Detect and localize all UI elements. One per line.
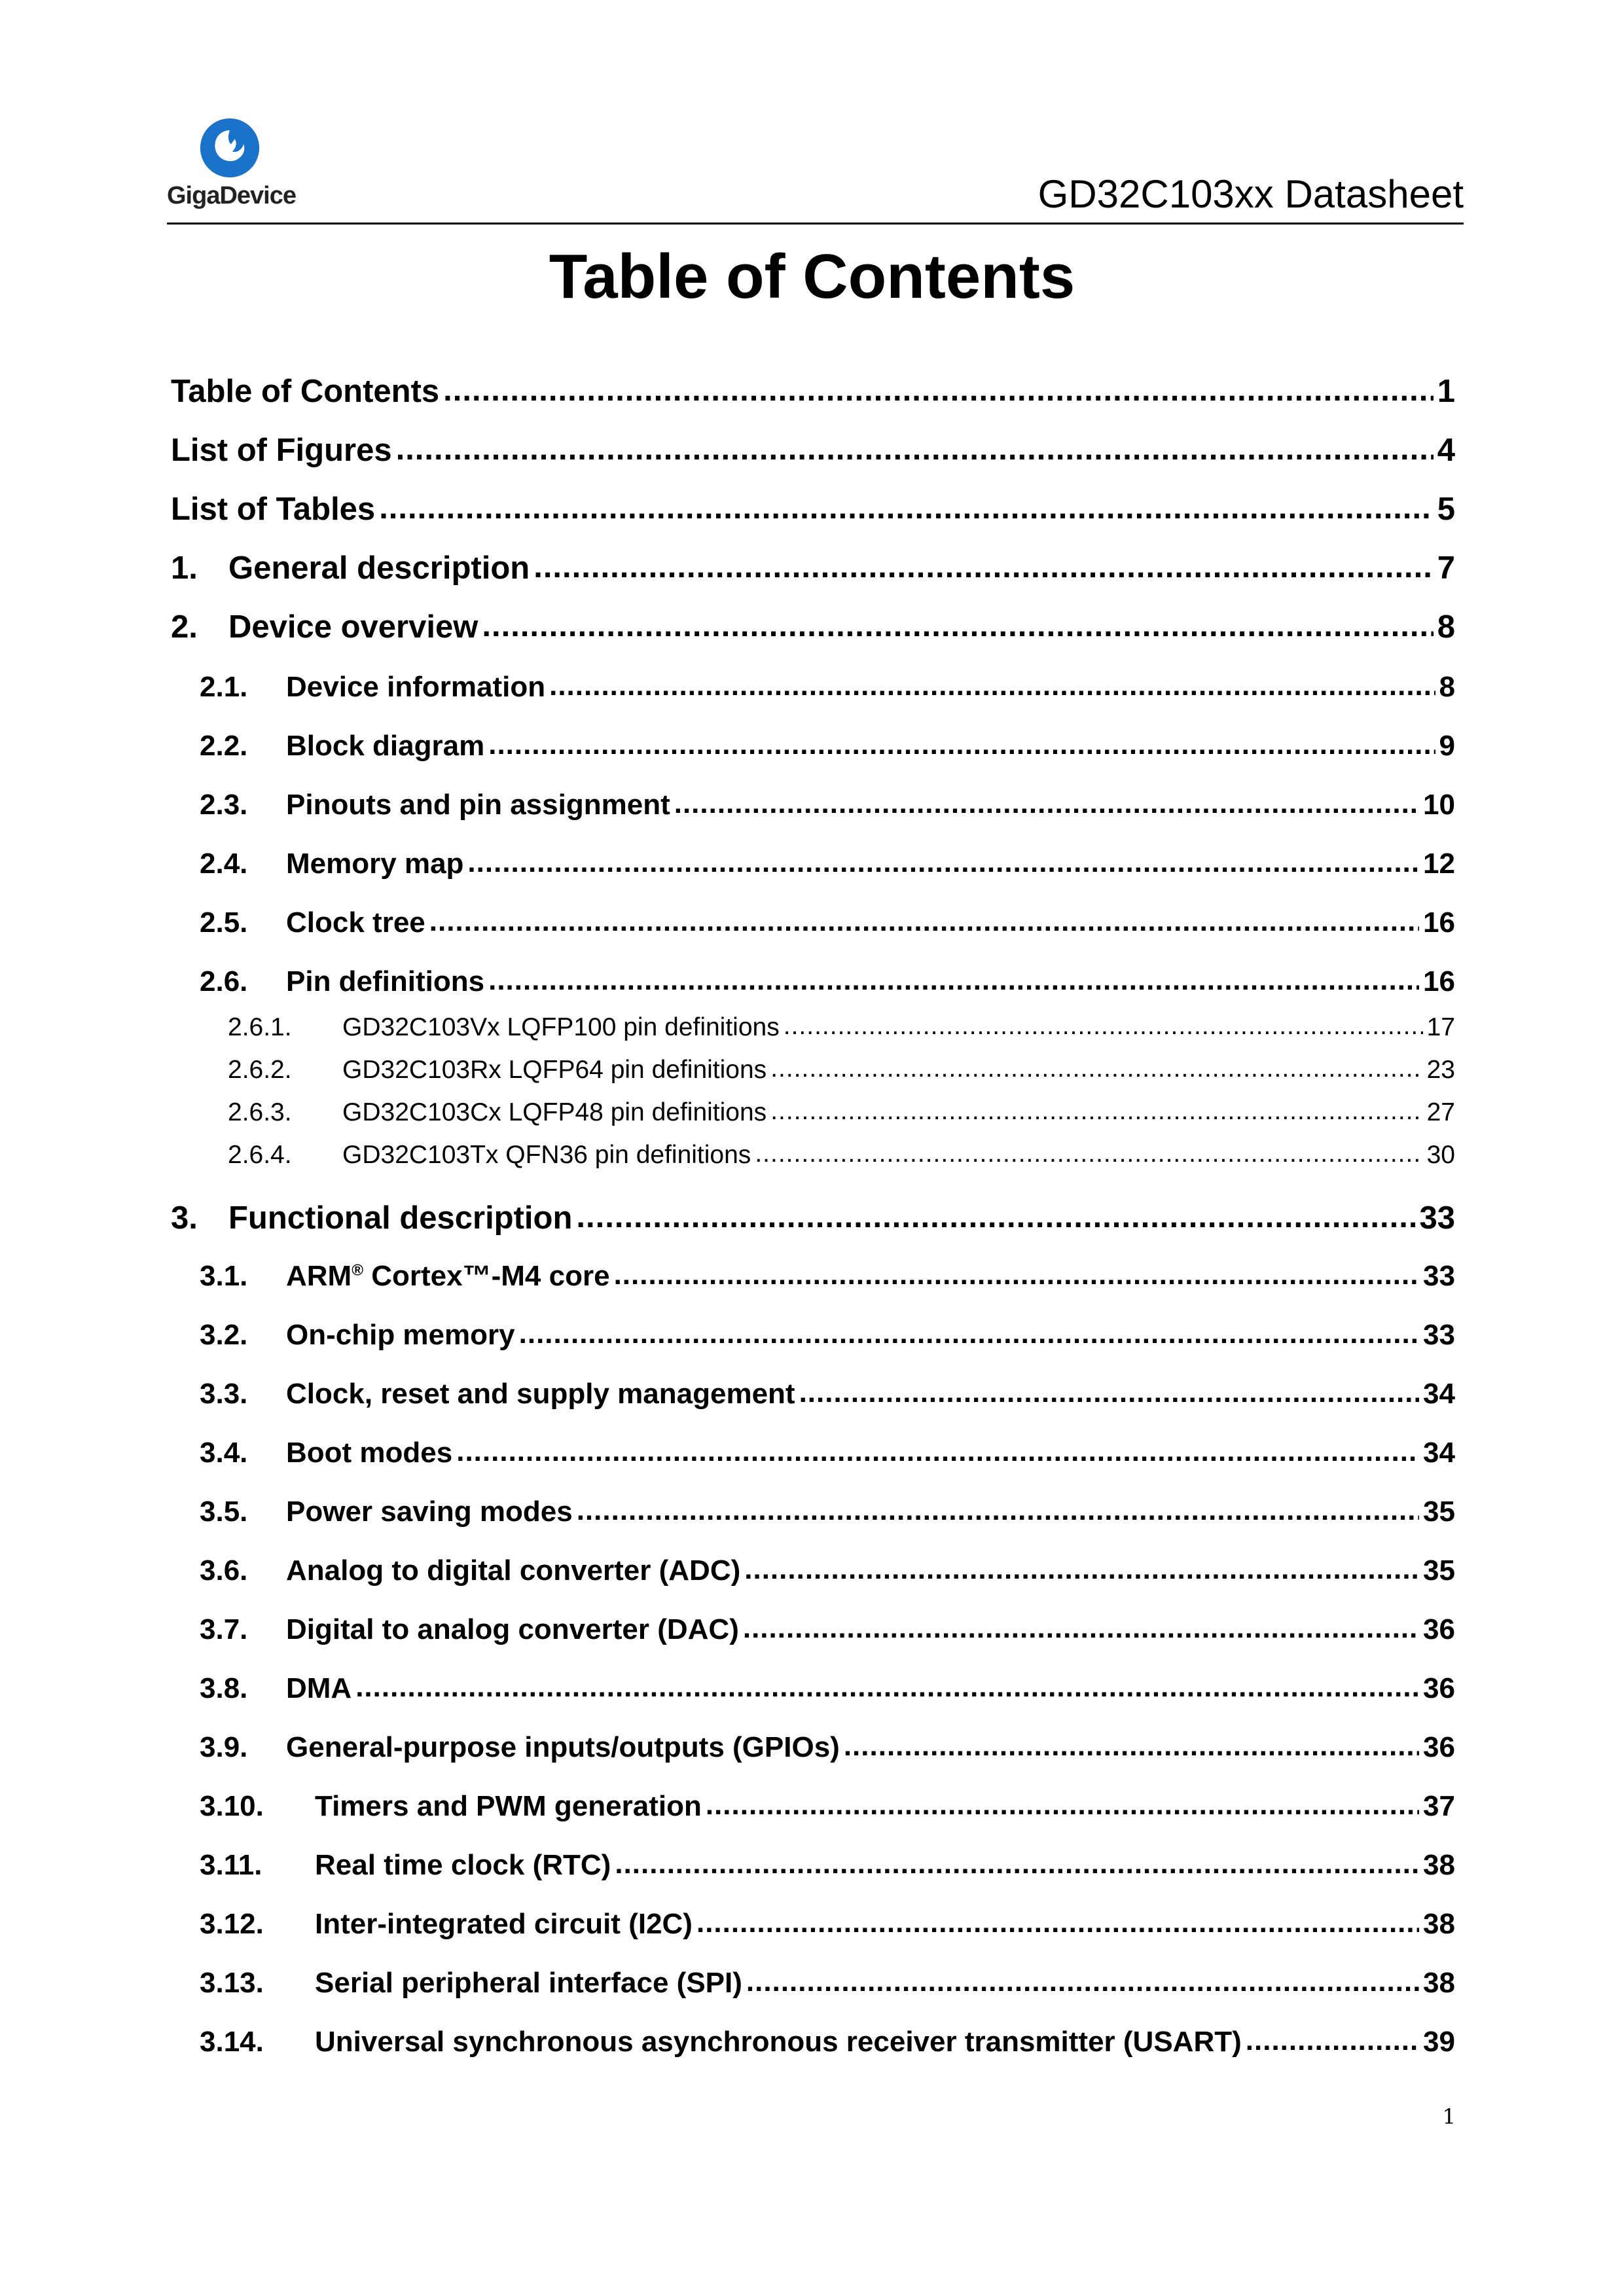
toc-page: 16 — [1423, 906, 1455, 939]
toc-page: 27 — [1426, 1098, 1455, 1126]
toc-number: 2.6.1. — [228, 1013, 292, 1041]
toc-title: General description — [228, 550, 530, 586]
toc-title: List of Figures — [171, 433, 392, 468]
toc-number: 3.14. — [200, 2026, 264, 2058]
toc-entry[interactable] — [171, 370, 1455, 410]
toc-title: Device information — [286, 671, 546, 703]
toc-number: 3.9. — [200, 1731, 248, 1763]
toc-number: 3.7. — [200, 1613, 248, 1645]
toc-number: 3.5. — [200, 1496, 248, 1528]
toc-page: 38 — [1423, 1967, 1455, 1999]
toc-page: 33 — [1419, 1200, 1455, 1236]
toc-title: GD32C103Rx LQFP64 pin definitions — [342, 1056, 767, 1084]
toc-number: 2.6.3. — [228, 1098, 292, 1126]
toc-title: Pin definitions — [286, 965, 485, 997]
toc-title: DMA — [286, 1672, 352, 1704]
toc-entry[interactable] — [171, 488, 1455, 528]
toc-title: Universal synchronous asynchronous receiver transmitter (USART) — [315, 2026, 1242, 2058]
toc-page: 33 — [1423, 1260, 1455, 1292]
toc-page: 9 — [1439, 730, 1455, 762]
toc-leader-dots — [429, 903, 1419, 932]
toc-title: Clock, reset and supply management — [286, 1378, 795, 1410]
toc-entry[interactable] — [228, 1138, 1455, 1170]
toc-entry[interactable] — [171, 429, 1455, 469]
toc-leader-dots — [844, 1728, 1419, 1757]
toc-leader-dots — [577, 1492, 1419, 1521]
toc-title: List of Tables — [171, 492, 376, 527]
toc-leader-dots — [576, 1196, 1415, 1229]
toc-title: ARM® Cortex™-M4 core — [286, 1260, 610, 1292]
toc-page: 8 — [1437, 609, 1455, 645]
toc-page: 36 — [1423, 1731, 1455, 1763]
toc-title: Serial peripheral interface (SPI) — [315, 1967, 742, 1999]
toc-entry[interactable] — [171, 1196, 1455, 1236]
toc-page: 35 — [1423, 1496, 1455, 1528]
toc-title: Real time clock (RTC) — [315, 1849, 611, 1881]
toc-number: 2.4. — [200, 848, 248, 880]
toc-title: Pinouts and pin assignment — [286, 789, 670, 821]
toc-title: Inter-integrated circuit (I2C) — [315, 1908, 693, 1940]
toc-title: Block diagram — [286, 730, 485, 762]
toc-entry[interactable] — [200, 1787, 1455, 1823]
toc-number: 2. — [171, 609, 198, 645]
toc-page: 38 — [1423, 1849, 1455, 1881]
toc-title: Memory map — [286, 848, 464, 880]
page-number: 1 — [1442, 2104, 1456, 2129]
toc-leader-dots — [706, 1787, 1419, 1816]
page-heading: Table of Contents — [549, 242, 1075, 312]
toc-number: 3.6. — [200, 1554, 248, 1587]
toc-number: 2.6.2. — [228, 1056, 292, 1084]
toc-leader-dots — [746, 1964, 1419, 1992]
toc-page: 1 — [1437, 374, 1455, 409]
toc-entry[interactable] — [228, 1095, 1455, 1127]
toc-page: 23 — [1426, 1056, 1455, 1084]
toc-entry[interactable] — [200, 1610, 1455, 1646]
toc-leader-dots — [467, 844, 1419, 873]
toc-title: Analog to digital converter (ADC) — [286, 1554, 741, 1587]
toc-entry[interactable] — [200, 726, 1455, 762]
toc-page: 12 — [1423, 848, 1455, 880]
toc-leader-dots — [519, 1316, 1419, 1344]
toc-number: 3.8. — [200, 1672, 248, 1704]
toc-page: 5 — [1437, 492, 1455, 527]
toc-leader-dots — [755, 1138, 1422, 1163]
toc-number: 2.6.4. — [228, 1141, 292, 1169]
toc-entry[interactable] — [200, 1492, 1455, 1528]
toc-page: 35 — [1423, 1554, 1455, 1587]
toc-number: 2.6. — [200, 965, 248, 997]
toc-page: 39 — [1423, 2026, 1455, 2058]
toc-leader-dots — [1246, 2022, 1419, 2051]
logo-wordmark: GigaDevice — [167, 182, 296, 209]
toc-page: 17 — [1426, 1013, 1455, 1041]
toc-title: Timers and PWM generation — [315, 1790, 702, 1822]
toc-entry[interactable] — [200, 1669, 1455, 1705]
toc-leader-dots — [743, 1610, 1419, 1639]
toc-leader-dots — [396, 429, 1434, 461]
toc-leader-dots — [784, 1010, 1423, 1035]
toc-title: Table of Contents — [171, 374, 440, 409]
toc-entry[interactable] — [200, 1964, 1455, 2000]
toc-leader-dots — [355, 1669, 1419, 1698]
toc-title: Clock tree — [286, 906, 425, 939]
toc-number: 2.2. — [200, 730, 248, 762]
toc-entry[interactable] — [200, 1316, 1455, 1352]
toc-leader-dots — [379, 488, 1434, 520]
toc-title: Functional description — [228, 1200, 573, 1236]
toc-entry[interactable] — [200, 2022, 1455, 2058]
toc-entry[interactable] — [200, 1905, 1455, 1941]
toc-page: 36 — [1423, 1672, 1455, 1704]
toc-number: 3.11. — [200, 1849, 262, 1881]
toc-number: 2.3. — [200, 789, 248, 821]
toc-title: Digital to analog converter (DAC) — [286, 1613, 739, 1645]
toc-number: 2.1. — [200, 671, 248, 703]
toc-number: 3.3. — [200, 1378, 248, 1410]
toc-number: 3.13. — [200, 1967, 264, 1999]
toc-leader-dots — [456, 1433, 1419, 1462]
toc-page: 37 — [1423, 1790, 1455, 1822]
toc-entry[interactable] — [228, 1052, 1455, 1085]
toc-entry[interactable] — [200, 1257, 1455, 1293]
toc-entry[interactable] — [200, 1433, 1455, 1469]
toc-leader-dots — [533, 547, 1434, 579]
toc-entry[interactable] — [171, 547, 1455, 586]
toc-leader-dots — [488, 962, 1419, 991]
toc-title: Device overview — [228, 609, 478, 645]
toc-page: 38 — [1423, 1908, 1455, 1940]
toc-leader-dots — [549, 668, 1435, 696]
toc-page: 8 — [1439, 671, 1455, 703]
toc-title: Boot modes — [286, 1437, 453, 1469]
toc-leader-dots — [615, 1846, 1419, 1874]
toc-entry[interactable] — [200, 785, 1455, 821]
toc-entry[interactable] — [200, 1374, 1455, 1410]
toc-number: 1. — [171, 550, 198, 586]
toc-entry[interactable] — [171, 605, 1455, 645]
toc-leader-dots — [614, 1257, 1419, 1285]
toc-page: 4 — [1437, 433, 1455, 468]
toc-title: On-chip memory — [286, 1319, 515, 1351]
toc-entry[interactable] — [200, 903, 1455, 939]
toc-entry[interactable] — [200, 1846, 1455, 1882]
toc-number: 3.4. — [200, 1437, 248, 1469]
toc-entry[interactable] — [200, 1551, 1455, 1587]
toc-page: 36 — [1423, 1613, 1455, 1645]
toc-leader-dots — [770, 1052, 1422, 1078]
toc-title: General-purpose inputs/outputs (GPIOs) — [286, 1731, 840, 1763]
toc-leader-dots — [799, 1374, 1419, 1403]
toc-number: 3.1. — [200, 1260, 248, 1292]
toc-entry[interactable] — [228, 1010, 1455, 1042]
toc-entry[interactable] — [200, 668, 1455, 704]
toc-page: 10 — [1423, 789, 1455, 821]
toc-page: 34 — [1423, 1378, 1455, 1410]
toc-entry[interactable] — [200, 962, 1455, 998]
toc-number: 3.10. — [200, 1790, 264, 1822]
toc-entry[interactable] — [200, 844, 1455, 880]
toc-leader-dots — [770, 1095, 1422, 1121]
toc-entry[interactable] — [200, 1728, 1455, 1764]
toc-page: 16 — [1423, 965, 1455, 997]
toc-page: 33 — [1423, 1319, 1455, 1351]
toc-leader-dots — [674, 785, 1419, 814]
toc-number: 3.12. — [200, 1908, 264, 1940]
toc-page: 7 — [1437, 550, 1455, 586]
document-title: GD32C103xx Datasheet — [1038, 172, 1464, 216]
toc-page: 34 — [1423, 1437, 1455, 1469]
toc-title: GD32C103Vx LQFP100 pin definitions — [342, 1013, 780, 1041]
toc-number: 2.5. — [200, 906, 248, 939]
toc-title: GD32C103Tx QFN36 pin definitions — [342, 1141, 751, 1169]
toc-number: 3.2. — [200, 1319, 248, 1351]
toc-leader-dots — [443, 370, 1434, 402]
toc-leader-dots — [482, 605, 1433, 637]
toc-leader-dots — [488, 726, 1435, 755]
toc-title: Power saving modes — [286, 1496, 573, 1528]
toc-leader-dots — [696, 1905, 1419, 1933]
toc-number: 3. — [171, 1200, 198, 1236]
toc-leader-dots — [744, 1551, 1419, 1580]
toc-title: GD32C103Cx LQFP48 pin definitions — [342, 1098, 767, 1126]
toc-page: 30 — [1426, 1141, 1455, 1169]
